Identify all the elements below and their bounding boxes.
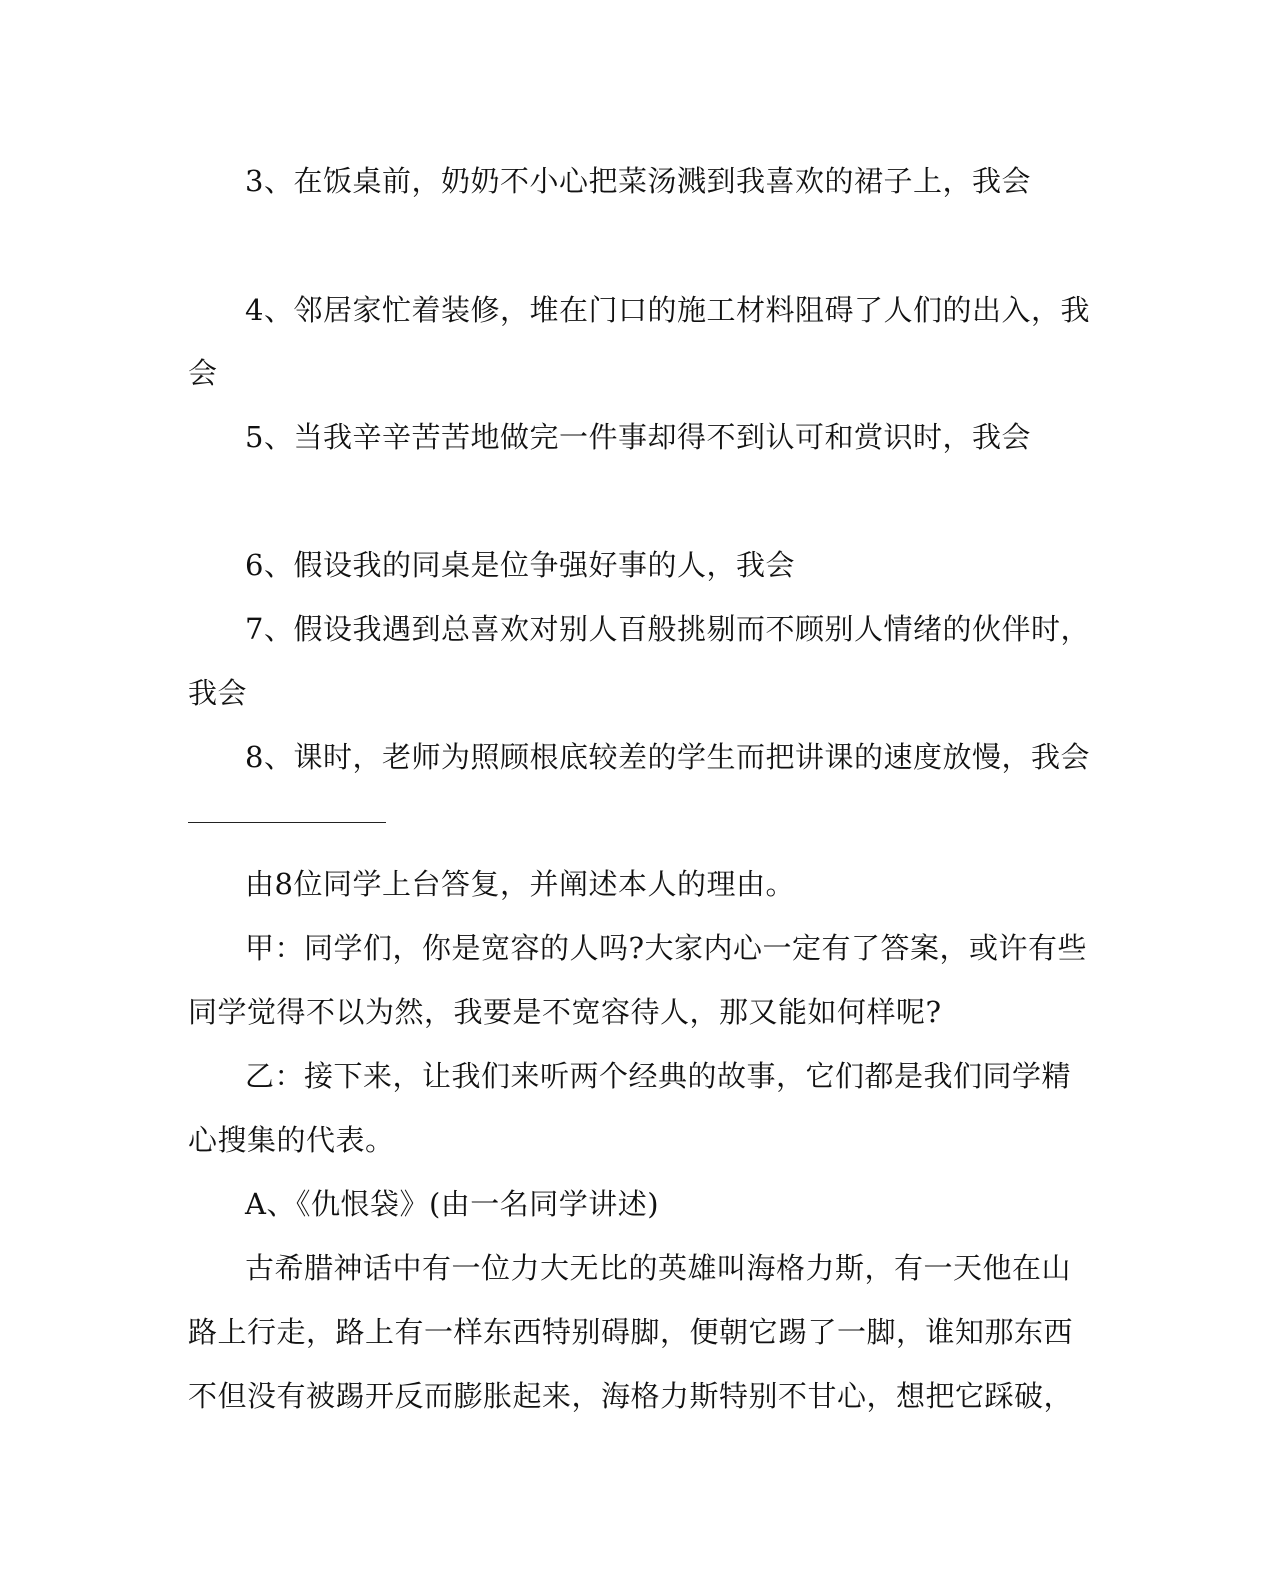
text-line: 乙：接下来，让我们来听两个经典的故事，它们都是我们同学精 — [245, 1059, 1072, 1093]
text-line: 6、假设我的同桌是位争强好事的人，我会 — [245, 548, 795, 582]
text-line: 古希腊神话中有一位力大无比的英雄叫海格力斯，有一天他在山 — [245, 1251, 1072, 1285]
text-line: 会 — [188, 356, 218, 390]
text-line: 路上行走，路上有一样东西特别碍脚，便朝它踢了一脚，谁知那东西 — [188, 1315, 1074, 1349]
text-line: 我会 — [188, 676, 248, 710]
text-line: 7、假设我遇到总喜欢对别人百般挑剔而不顾别人情绪的伙伴时， — [245, 612, 1090, 646]
text-line: 不但没有被踢开反而膨胀起来，海格力斯特别不甘心，想把它踩破， — [188, 1379, 1074, 1413]
text-line: A、《仇恨袋》(由一名同学讲述) — [245, 1187, 660, 1221]
text-line: 5、当我辛辛苦苦地做完一件事却得不到认可和赏识时，我会 — [245, 420, 1031, 454]
text-line: 3、在饭桌前，奶奶不小心把菜汤溅到我喜欢的裙子上，我会 — [245, 164, 1031, 198]
text-line: 4、邻居家忙着装修，堆在门口的施工材料阻碍了人们的出入，我 — [245, 293, 1090, 327]
text-line: 同学觉得不以为然，我要是不宽容待人，那又能如何样呢? — [188, 995, 942, 1029]
text-line: 8、课时，老师为照顾根底较差的学生而把讲课的速度放慢，我会 — [245, 740, 1090, 774]
text-line: 心搜集的代表。 — [188, 1123, 395, 1157]
answer-blank-underline — [188, 822, 386, 823]
text-line: 由8位同学上台答复，并阐述本人的理由。 — [245, 867, 795, 901]
text-line: 甲：同学们，你是宽容的人吗?大家内心一定有了答案，或许有些 — [245, 931, 1088, 965]
